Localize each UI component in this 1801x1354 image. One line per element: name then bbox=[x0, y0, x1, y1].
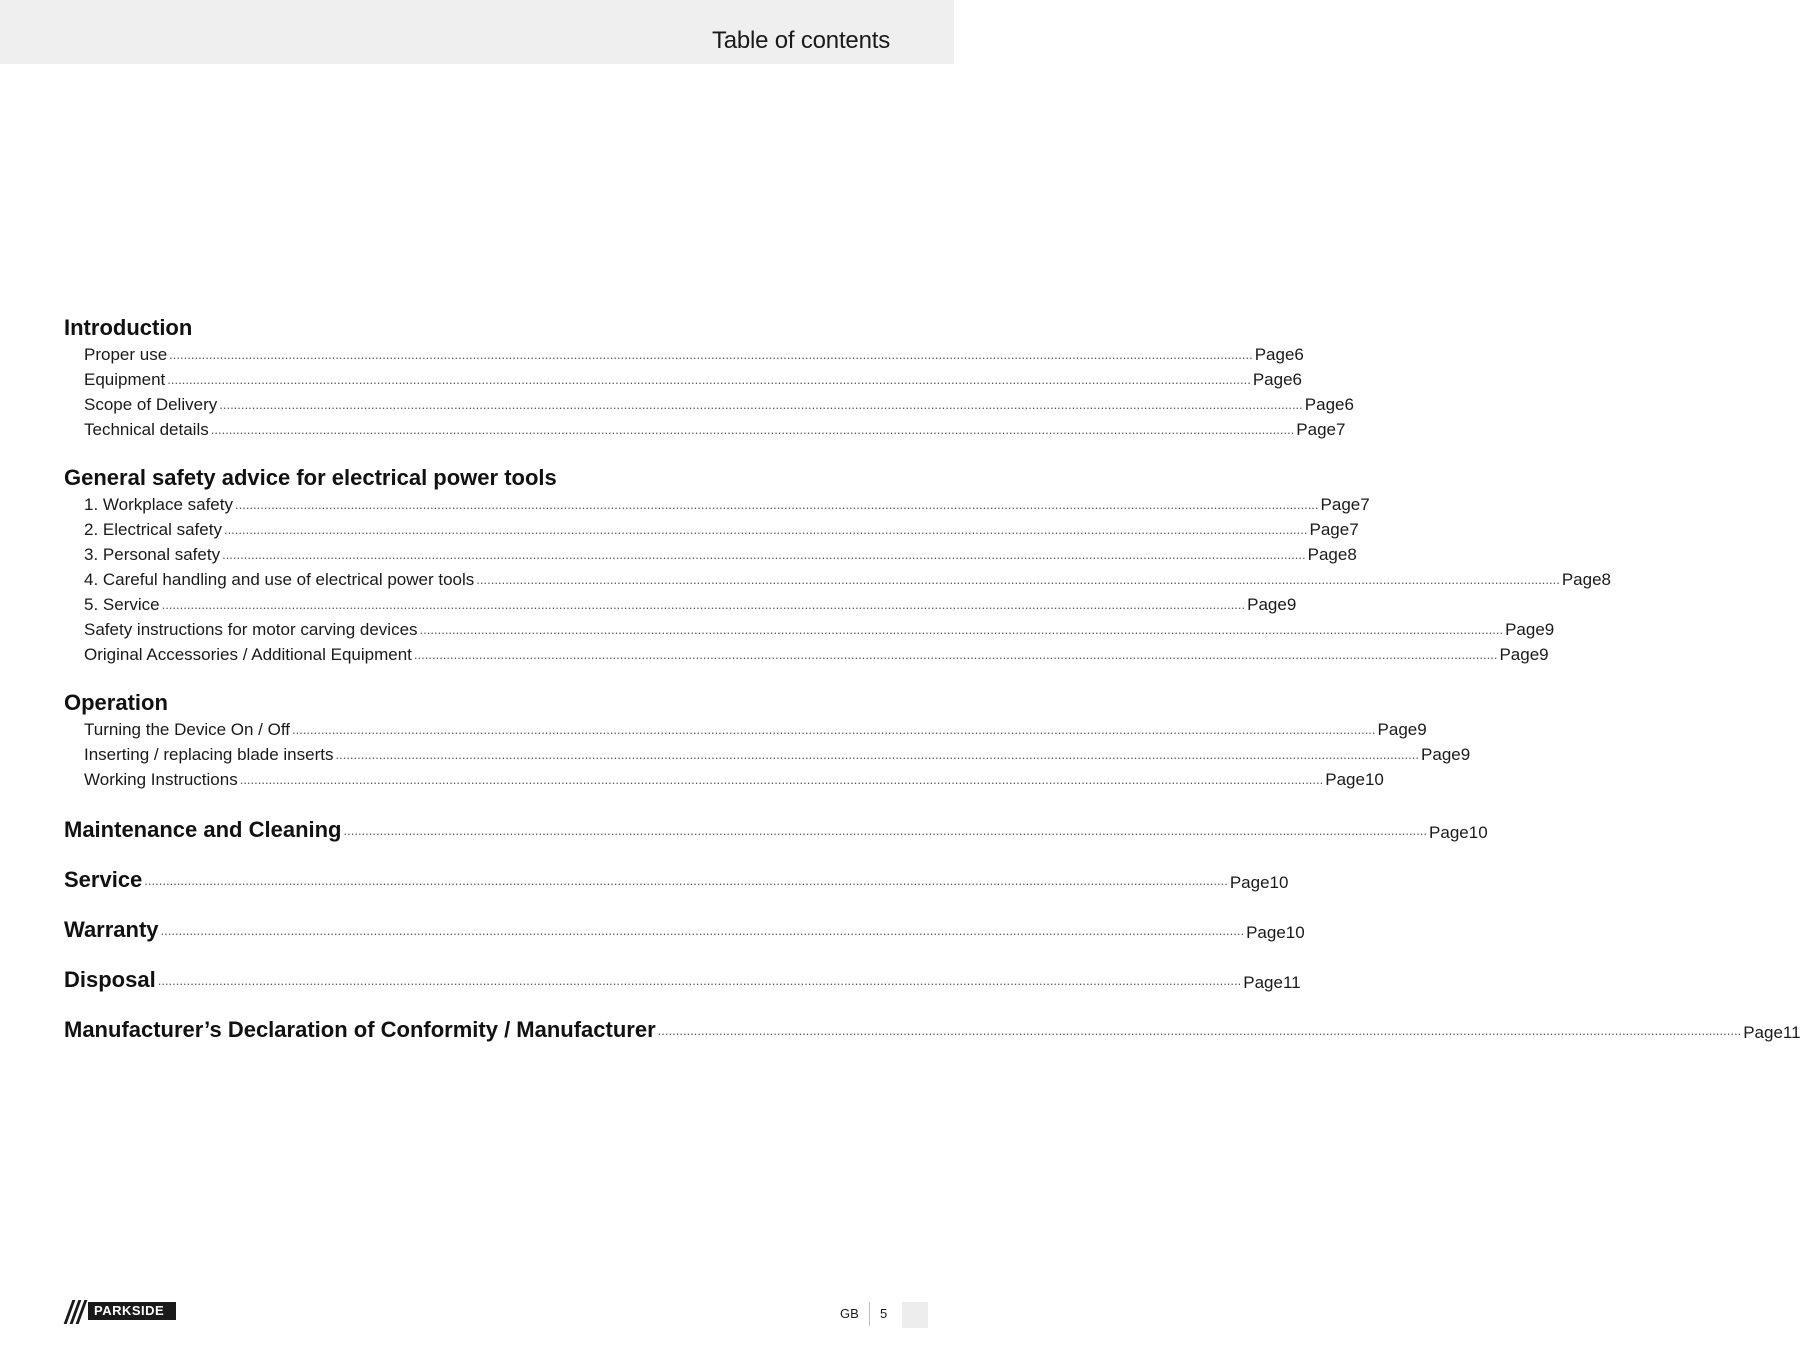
toc-entry[interactable]: Equipment ............................................................................................................................................................................................................................................................................................................ Page 6 bbox=[84, 370, 1302, 389]
leader-dots: ............................................................................................................................................................................................................................................................................................................ bbox=[169, 347, 1253, 362]
leader-dots: ............................................................................................................................................................................................................................................................................................................ bbox=[335, 747, 1420, 762]
toc-entry-service[interactable]: Service ............................................................................................................................................................................................................................................................................................................ Page 10 bbox=[64, 867, 1289, 892]
leader-dots: ............................................................................................................................................................................................................................................................................................................ bbox=[223, 522, 1308, 537]
leader-dots: ............................................................................................................................................................................................................................................................................................................ bbox=[343, 823, 1428, 838]
leader-dots: ............................................................................................................................................................................................................................................................................................................ bbox=[167, 372, 1251, 387]
toc-entry[interactable]: 2. Electrical safety ............................................................................................................................................................................................................................................................................................................ Page 7 bbox=[84, 520, 1359, 539]
leader-dots: ............................................................................................................................................................................................................................................................................................................ bbox=[476, 572, 1560, 587]
leader-dots: ............................................................................................................................................................................................................................................................................................................ bbox=[291, 722, 1376, 737]
footer-tab-marker bbox=[902, 1302, 928, 1328]
page-number: 5 bbox=[880, 1306, 888, 1321]
toc-entry[interactable]: Working Instructions ............................................................................................................................................................................................................................................................................................................ Page 10 bbox=[84, 770, 1384, 789]
toc-entry[interactable]: 4. Careful handling and use of electrical power tools ............................................................................................................................................................................................................................................................................................................ Page 8 bbox=[84, 570, 1612, 589]
leader-dots: ............................................................................................................................................................................................................................................................................................................ bbox=[161, 597, 1246, 612]
leader-dots: ............................................................................................................................................................................................................................................................................................................ bbox=[160, 923, 1245, 938]
toc-entry-warranty[interactable]: Warranty ............................................................................................................................................................................................................................................................................................................ Page 10 bbox=[64, 917, 1305, 942]
toc-entry-maintenance[interactable]: Maintenance and Cleaning ............................................................................................................................................................................................................................................................................................................ Page 10 bbox=[64, 817, 1488, 842]
toc-entry-declaration[interactable]: Manufacturer’s Declaration of Conformity / Manufacturer ............................................................................................................................................................................................................................................................................................................ Page 11 bbox=[64, 1017, 1801, 1042]
toc-entry[interactable]: Proper use ............................................................................................................................................................................................................................................................................................................ Page 6 bbox=[84, 345, 1304, 364]
toc-entry-disposal[interactable]: Disposal ............................................................................................................................................................................................................................................................................................................ Page 11 bbox=[64, 967, 1301, 992]
toc-entry[interactable]: 3. Personal safety ............................................................................................................................................................................................................................................................................................................ Page 8 bbox=[84, 545, 1357, 564]
page-title: Table of contents bbox=[711, 27, 890, 54]
section-heading-introduction: Introduction bbox=[64, 315, 193, 340]
section-heading-operation: Operation bbox=[64, 690, 168, 715]
logo-brand-text: PARKSIDE bbox=[94, 1303, 165, 1318]
leader-dots: ............................................................................................................................................................................................................................................................................................................ bbox=[219, 397, 1303, 412]
leader-dots: ............................................................................................................................................................................................................................................................................................................ bbox=[222, 547, 1306, 562]
toc-entry[interactable]: 1. Workplace safety ............................................................................................................................................................................................................................................................................................................ Page 7 bbox=[84, 495, 1370, 514]
footer-divider bbox=[869, 1302, 870, 1326]
toc-entry[interactable]: Technical details ............................................................................................................................................................................................................................................................................................................ Page 7 bbox=[84, 420, 1346, 439]
toc-entry[interactable]: Original Accessories / Additional Equipment ............................................................................................................................................................................................................................................................................................................ Page 9 bbox=[84, 645, 1549, 664]
toc-entry[interactable]: Inserting / replacing blade inserts ............................................................................................................................................................................................................................................................................................................ Page 9 bbox=[84, 745, 1471, 764]
leader-dots: ............................................................................................................................................................................................................................................................................................................ bbox=[657, 1023, 1742, 1038]
leader-dots: ............................................................................................................................................................................................................................................................................................................ bbox=[419, 622, 1504, 637]
leader-dots: ............................................................................................................................................................................................................................................................................................................ bbox=[210, 422, 1295, 437]
leader-dots: ............................................................................................................................................................................................................................................................................................................ bbox=[234, 497, 1319, 512]
leader-dots: ............................................................................................................................................................................................................................................................................................................ bbox=[157, 973, 1242, 988]
leader-dots: ............................................................................................................................................................................................................................................................................................................ bbox=[144, 873, 1228, 888]
logo-slashes-icon bbox=[64, 1302, 88, 1320]
toc-entry[interactable]: Turning the Device On / Off ............................................................................................................................................................................................................................................................................................................ Page 9 bbox=[84, 720, 1427, 739]
toc-entry[interactable]: 5. Service ............................................................................................................................................................................................................................................................................................................ Page 9 bbox=[84, 595, 1297, 614]
section-heading-safety: General safety advice for electrical power tools bbox=[64, 465, 557, 490]
toc-entry[interactable]: Safety instructions for motor carving devices ............................................................................................................................................................................................................................................................................................................ Page 9 bbox=[84, 620, 1555, 639]
language-code: GB bbox=[840, 1306, 859, 1321]
parkside-logo bbox=[64, 1302, 176, 1320]
leader-dots: ............................................................................................................................................................................................................................................................................................................ bbox=[239, 772, 1324, 787]
toc-entry[interactable]: Scope of Delivery ............................................................................................................................................................................................................................................................................................................ Page 6 bbox=[84, 395, 1354, 414]
leader-dots: ............................................................................................................................................................................................................................................................................................................ bbox=[413, 647, 1498, 662]
